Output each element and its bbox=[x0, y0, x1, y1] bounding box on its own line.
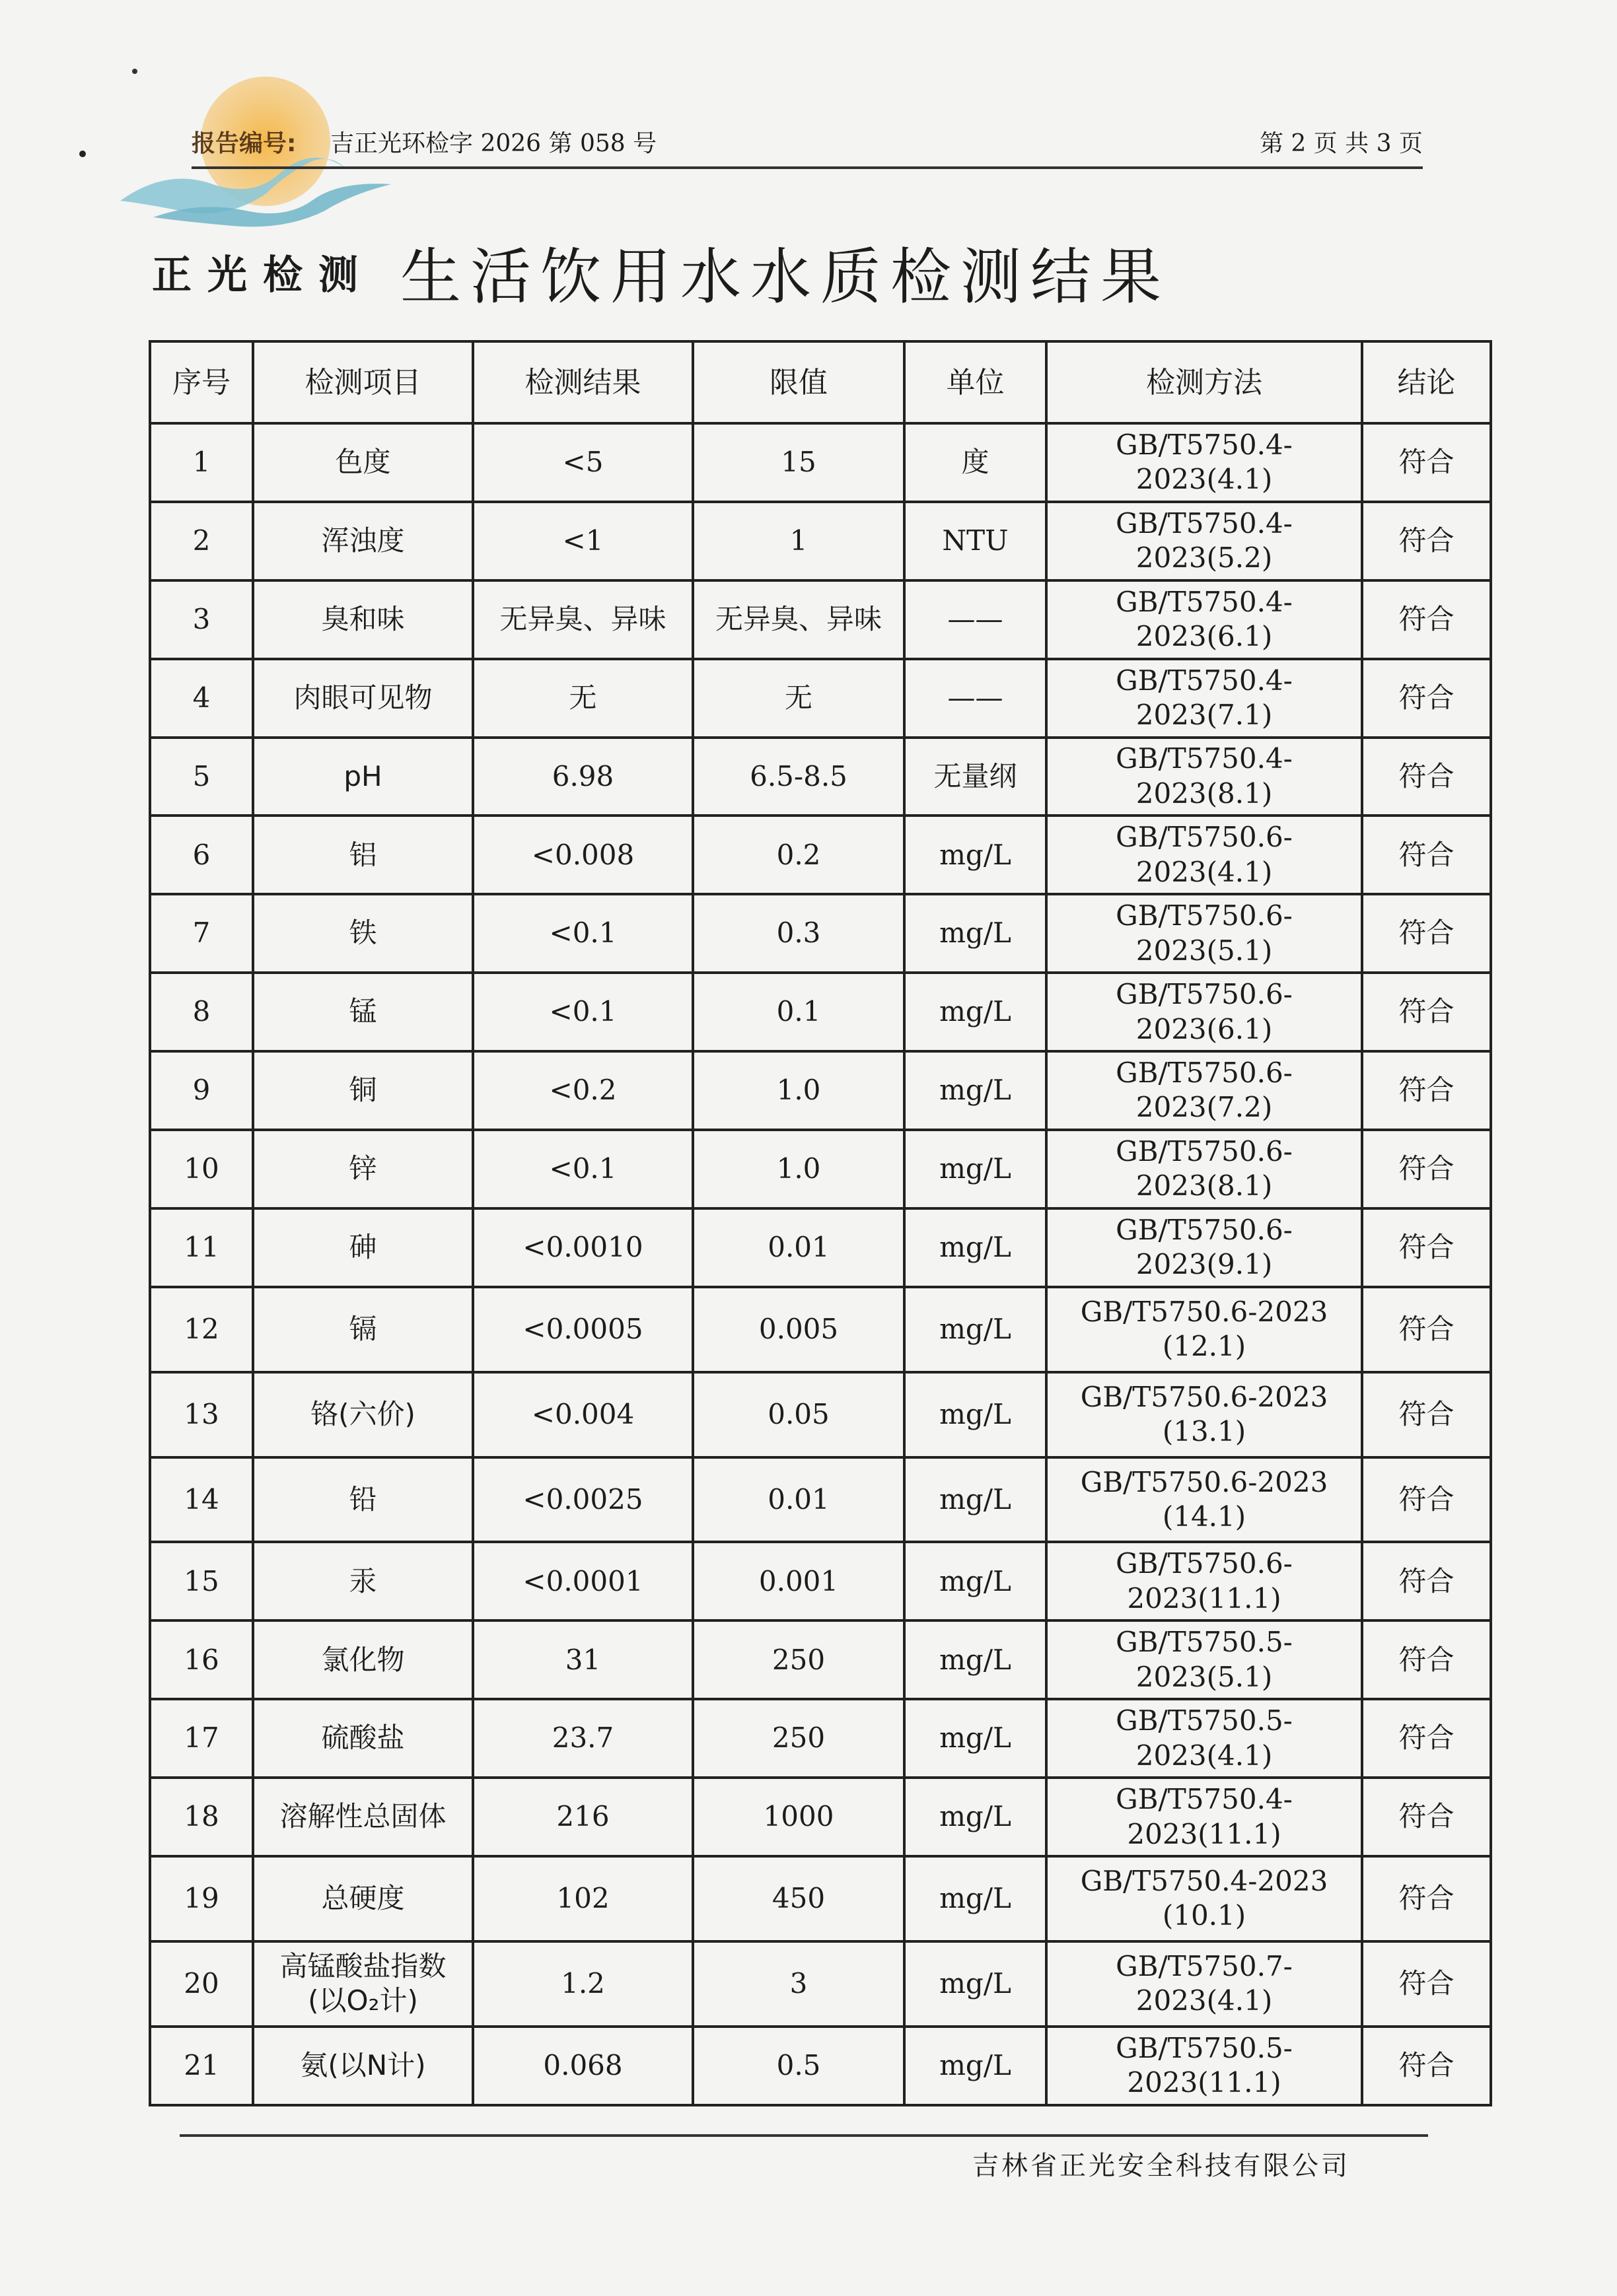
table-row bbox=[150, 659, 1491, 738]
unit: 度 bbox=[904, 423, 1046, 502]
conclusion: 符合 bbox=[1362, 1051, 1491, 1130]
conclusion: 符合 bbox=[1362, 1620, 1491, 1699]
test-item: pH bbox=[253, 738, 473, 816]
row-number: 15 bbox=[150, 1542, 253, 1620]
limit-value: 250 bbox=[693, 1699, 904, 1778]
test-method: GB/T5750.5-2023(5.1) bbox=[1046, 1620, 1362, 1699]
test-item: 高锰酸盐指数 (以O₂计) bbox=[253, 1941, 473, 2027]
limit-value: 无 bbox=[693, 659, 904, 738]
limit-value: 1 bbox=[693, 502, 904, 580]
limit-value: 0.2 bbox=[693, 816, 904, 894]
test-result: <0.0025 bbox=[473, 1457, 693, 1543]
test-method: GB/T5750.6-2023 (14.1) bbox=[1046, 1457, 1362, 1543]
results-table bbox=[149, 340, 1492, 2106]
table-row bbox=[150, 1778, 1491, 1856]
test-method: GB/T5750.6-2023(6.1) bbox=[1046, 973, 1362, 1051]
row-number: 8 bbox=[150, 973, 253, 1051]
conclusion: 符合 bbox=[1362, 1372, 1491, 1457]
test-item: 铅 bbox=[253, 1457, 473, 1543]
conclusion: 符合 bbox=[1362, 973, 1491, 1051]
unit: mg/L bbox=[904, 816, 1046, 894]
limit-value: 15 bbox=[693, 423, 904, 502]
test-method: GB/T5750.7-2023(4.1) bbox=[1046, 1941, 1362, 2027]
test-method: GB/T5750.4-2023(7.1) bbox=[1046, 659, 1362, 738]
row-number: 11 bbox=[150, 1208, 253, 1287]
page-info: 第 2 页 共 3 页 bbox=[1259, 130, 1423, 157]
test-method: GB/T5750.5-2023(11.1) bbox=[1046, 2027, 1362, 2105]
unit: NTU bbox=[904, 502, 1046, 580]
unit: mg/L bbox=[904, 1372, 1046, 1457]
row-number: 18 bbox=[150, 1778, 253, 1856]
conclusion: 符合 bbox=[1362, 1457, 1491, 1543]
row-number: 17 bbox=[150, 1699, 253, 1778]
table-row bbox=[150, 973, 1491, 1051]
row-number: 16 bbox=[150, 1620, 253, 1699]
conclusion: 符合 bbox=[1362, 816, 1491, 894]
col-header-limit: 限值 bbox=[693, 341, 904, 423]
limit-value: 0.1 bbox=[693, 973, 904, 1051]
unit: mg/L bbox=[904, 1457, 1046, 1543]
test-result: <0.1 bbox=[473, 894, 693, 973]
limit-value: 1.0 bbox=[693, 1130, 904, 1208]
test-item: 锌 bbox=[253, 1130, 473, 1208]
test-item: 汞 bbox=[253, 1542, 473, 1620]
col-header-method: 检测方法 bbox=[1046, 341, 1362, 423]
report-title: 生活饮用水水质检测结果 bbox=[400, 242, 1171, 312]
test-method: GB/T5750.4-2023(4.1) bbox=[1046, 423, 1362, 502]
test-method: GB/T5750.5-2023(4.1) bbox=[1046, 1699, 1362, 1778]
test-method: GB/T5750.4-2023(8.1) bbox=[1046, 738, 1362, 816]
table-row bbox=[150, 1208, 1491, 1287]
conclusion: 符合 bbox=[1362, 1287, 1491, 1372]
row-number: 6 bbox=[150, 816, 253, 894]
conclusion: 符合 bbox=[1362, 580, 1491, 659]
test-method: GB/T5750.6-2023(5.1) bbox=[1046, 894, 1362, 973]
test-result: <0.0010 bbox=[473, 1208, 693, 1287]
test-method: GB/T5750.4-2023(5.2) bbox=[1046, 502, 1362, 580]
test-result: <0.1 bbox=[473, 1130, 693, 1208]
table-row bbox=[150, 1941, 1491, 2027]
test-result: 23.7 bbox=[473, 1699, 693, 1778]
test-result: <0.1 bbox=[473, 973, 693, 1051]
limit-value: 0.3 bbox=[693, 894, 904, 973]
unit: mg/L bbox=[904, 894, 1046, 973]
company-name: 吉林省正光安全科技有限公司 bbox=[972, 2151, 1350, 2181]
conclusion: 符合 bbox=[1362, 1856, 1491, 1941]
test-result: 1.2 bbox=[473, 1941, 693, 2027]
unit: mg/L bbox=[904, 1287, 1046, 1372]
col-header-result: 检测结果 bbox=[473, 341, 693, 423]
test-item: 铁 bbox=[253, 894, 473, 973]
table-row bbox=[150, 2027, 1491, 2105]
limit-value: 0.001 bbox=[693, 1542, 904, 1620]
conclusion: 符合 bbox=[1362, 502, 1491, 580]
limit-value: 0.5 bbox=[693, 2027, 904, 2105]
test-item: 铬(六价) bbox=[253, 1372, 473, 1457]
table-row bbox=[150, 1856, 1491, 1941]
conclusion: 符合 bbox=[1362, 423, 1491, 502]
limit-value: 1.0 bbox=[693, 1051, 904, 1130]
table-header-row bbox=[150, 341, 1491, 423]
row-number: 12 bbox=[150, 1287, 253, 1372]
row-number: 4 bbox=[150, 659, 253, 738]
limit-value: 6.5-8.5 bbox=[693, 738, 904, 816]
conclusion: 符合 bbox=[1362, 1778, 1491, 1856]
row-number: 9 bbox=[150, 1051, 253, 1130]
test-method: GB/T5750.4-2023(6.1) bbox=[1046, 580, 1362, 659]
col-header-conclusion: 结论 bbox=[1362, 341, 1491, 423]
table-row bbox=[150, 1699, 1491, 1778]
table-row bbox=[150, 580, 1491, 659]
row-number: 14 bbox=[150, 1457, 253, 1543]
limit-value: 1000 bbox=[693, 1778, 904, 1856]
conclusion: 符合 bbox=[1362, 1208, 1491, 1287]
test-method: GB/T5750.4-2023(11.1) bbox=[1046, 1778, 1362, 1856]
test-item: 铜 bbox=[253, 1051, 473, 1130]
test-method: GB/T5750.6-2023(9.1) bbox=[1046, 1208, 1362, 1287]
table-row bbox=[150, 816, 1491, 894]
table-row bbox=[150, 1620, 1491, 1699]
row-number: 19 bbox=[150, 1856, 253, 1941]
conclusion: 符合 bbox=[1362, 659, 1491, 738]
limit-value: 0.01 bbox=[693, 1208, 904, 1287]
test-result: <0.0005 bbox=[473, 1287, 693, 1372]
test-result: <0.008 bbox=[473, 816, 693, 894]
test-result: 无异臭、异味 bbox=[473, 580, 693, 659]
test-item: 锰 bbox=[253, 973, 473, 1051]
col-header-unit: 单位 bbox=[904, 341, 1046, 423]
report-number-label: 报告编号: bbox=[192, 130, 297, 157]
test-item: 氨(以N计) bbox=[253, 2027, 473, 2105]
conclusion: 符合 bbox=[1362, 1542, 1491, 1620]
row-number: 7 bbox=[150, 894, 253, 973]
page-title bbox=[152, 232, 1170, 312]
limit-value: 3 bbox=[693, 1941, 904, 2027]
test-method: GB/T5750.6-2023(4.1) bbox=[1046, 816, 1362, 894]
test-item: 臭和味 bbox=[253, 580, 473, 659]
brand-name: 正光检测 bbox=[152, 252, 374, 298]
test-method: GB/T5750.4-2023 (10.1) bbox=[1046, 1856, 1362, 1941]
row-number: 20 bbox=[150, 1941, 253, 2027]
table-row bbox=[150, 1051, 1491, 1130]
conclusion: 符合 bbox=[1362, 2027, 1491, 2105]
row-number: 13 bbox=[150, 1372, 253, 1457]
test-result: 102 bbox=[473, 1856, 693, 1941]
limit-value: 0.05 bbox=[693, 1372, 904, 1457]
table-row bbox=[150, 894, 1491, 973]
unit: —— bbox=[904, 659, 1046, 738]
limit-value: 0.01 bbox=[693, 1457, 904, 1543]
table-row bbox=[150, 502, 1491, 580]
limit-value: 0.005 bbox=[693, 1287, 904, 1372]
unit: mg/L bbox=[904, 1856, 1046, 1941]
row-number: 5 bbox=[150, 738, 253, 816]
test-method: GB/T5750.6-2023(7.2) bbox=[1046, 1051, 1362, 1130]
test-result: <0.2 bbox=[473, 1051, 693, 1130]
test-result: 31 bbox=[473, 1620, 693, 1699]
conclusion: 符合 bbox=[1362, 1941, 1491, 2027]
conclusion: 符合 bbox=[1362, 738, 1491, 816]
limit-value: 250 bbox=[693, 1620, 904, 1699]
test-item: 总硬度 bbox=[253, 1856, 473, 1941]
unit: mg/L bbox=[904, 973, 1046, 1051]
unit: 无量纲 bbox=[904, 738, 1046, 816]
page-footer bbox=[180, 2134, 1428, 2181]
row-number: 1 bbox=[150, 423, 253, 502]
test-result: 216 bbox=[473, 1778, 693, 1856]
test-result: 无 bbox=[473, 659, 693, 738]
row-number: 21 bbox=[150, 2027, 253, 2105]
test-result: 6.98 bbox=[473, 738, 693, 816]
col-header-item: 检测项目 bbox=[253, 341, 473, 423]
unit: mg/L bbox=[904, 2027, 1046, 2105]
unit: mg/L bbox=[904, 1620, 1046, 1699]
report-header bbox=[192, 114, 1423, 169]
table-row bbox=[150, 738, 1491, 816]
test-result: <0.004 bbox=[473, 1372, 693, 1457]
unit: mg/L bbox=[904, 1208, 1046, 1287]
unit: mg/L bbox=[904, 1778, 1046, 1856]
test-method: GB/T5750.6-2023(8.1) bbox=[1046, 1130, 1362, 1208]
test-item: 镉 bbox=[253, 1287, 473, 1372]
col-header-no: 序号 bbox=[150, 341, 253, 423]
table-row bbox=[150, 1130, 1491, 1208]
test-item: 色度 bbox=[253, 423, 473, 502]
limit-value: 无异臭、异味 bbox=[693, 580, 904, 659]
unit: mg/L bbox=[904, 1941, 1046, 2027]
test-result: <5 bbox=[473, 423, 693, 502]
unit: mg/L bbox=[904, 1130, 1046, 1208]
conclusion: 符合 bbox=[1362, 1699, 1491, 1778]
test-item: 硫酸盐 bbox=[253, 1699, 473, 1778]
test-item: 砷 bbox=[253, 1208, 473, 1287]
test-result: 0.068 bbox=[473, 2027, 693, 2105]
test-method: GB/T5750.6-2023(11.1) bbox=[1046, 1542, 1362, 1620]
scan-speck bbox=[79, 151, 86, 157]
test-item: 浑浊度 bbox=[253, 502, 473, 580]
conclusion: 符合 bbox=[1362, 894, 1491, 973]
row-number: 10 bbox=[150, 1130, 253, 1208]
row-number: 3 bbox=[150, 580, 253, 659]
test-method: GB/T5750.6-2023 (13.1) bbox=[1046, 1372, 1362, 1457]
unit: —— bbox=[904, 580, 1046, 659]
table-row bbox=[150, 423, 1491, 502]
test-result: <0.0001 bbox=[473, 1542, 693, 1620]
unit: mg/L bbox=[904, 1051, 1046, 1130]
unit: mg/L bbox=[904, 1699, 1046, 1778]
unit: mg/L bbox=[904, 1542, 1046, 1620]
test-method: GB/T5750.6-2023 (12.1) bbox=[1046, 1287, 1362, 1372]
row-number: 2 bbox=[150, 502, 253, 580]
test-item: 铝 bbox=[253, 816, 473, 894]
test-item: 溶解性总固体 bbox=[253, 1778, 473, 1856]
table-row bbox=[150, 1287, 1491, 1372]
limit-value: 450 bbox=[693, 1856, 904, 1941]
test-item: 氯化物 bbox=[253, 1620, 473, 1699]
report-number: 吉正光环检字 2026 第 058 号 bbox=[330, 130, 657, 157]
table-row bbox=[150, 1372, 1491, 1457]
table-row bbox=[150, 1542, 1491, 1620]
test-result: <1 bbox=[473, 502, 693, 580]
test-item: 肉眼可见物 bbox=[253, 659, 473, 738]
table-row bbox=[150, 1457, 1491, 1543]
conclusion: 符合 bbox=[1362, 1130, 1491, 1208]
